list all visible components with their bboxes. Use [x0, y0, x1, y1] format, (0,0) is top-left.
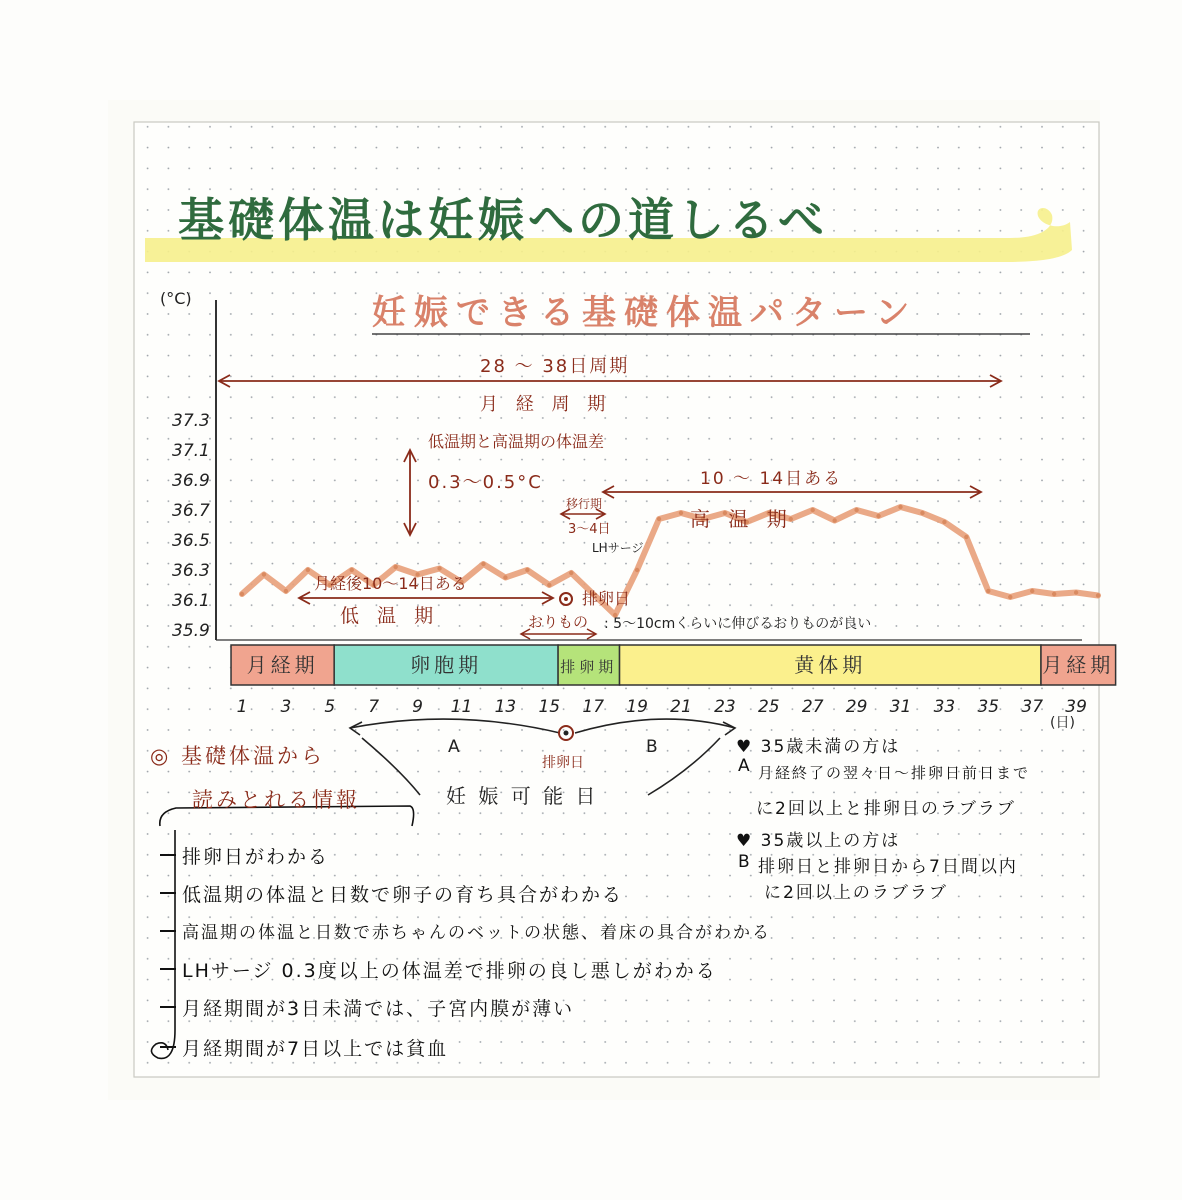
- temperature-point: [240, 592, 244, 596]
- cycle-name-label: 月 経 周 期: [480, 394, 612, 415]
- temperature-point: [657, 517, 661, 521]
- temperature-point: [1074, 590, 1078, 594]
- note-b-title: ♥ 35歳以上の方は: [736, 831, 901, 851]
- note-b-letter: B: [738, 852, 752, 872]
- temperature-point: [854, 508, 858, 512]
- x-tick-label: 25: [757, 697, 780, 717]
- note-b-line2: に2回以上のラブラブ: [764, 883, 948, 903]
- info-item: 排卵日がわかる: [182, 842, 329, 869]
- temperature-point: [635, 568, 639, 572]
- info-heading-line1: ◎ 基礎体温から: [150, 744, 325, 768]
- temperature-point: [1030, 589, 1034, 593]
- x-tick-label: 15: [538, 697, 561, 717]
- ovulation-label: 排卵日: [582, 589, 631, 608]
- info-heading: [150, 740, 360, 814]
- info-item: LHサージ 0.3度以上の体温差で排卵の良し悪しがわかる: [182, 956, 717, 983]
- transition-days: 3〜4日: [568, 522, 611, 537]
- y-tick-label: 36.1: [172, 591, 210, 611]
- y-tick-label: 37.1: [172, 441, 210, 461]
- x-tick-label: 1: [236, 697, 248, 717]
- temperature-point: [284, 589, 288, 593]
- temperature-point: [350, 568, 354, 572]
- low-period-label: 低 温 期: [340, 605, 440, 627]
- arc-b-label: B: [646, 737, 658, 757]
- arc-ovulation-dot: [564, 731, 569, 736]
- temperature-point: [832, 518, 836, 522]
- x-tick-label: 5: [324, 697, 336, 717]
- x-tick-label: 33: [933, 697, 956, 717]
- fertile-days-label: 妊 娠 可 能 日: [446, 784, 599, 808]
- phase-label: 排卵期: [560, 658, 618, 676]
- x-tick-label: 13: [494, 697, 517, 717]
- phase-label: 月経期: [1042, 653, 1115, 677]
- y-tick-label: 36.9: [172, 471, 210, 491]
- temp-diff-label: 低温期と高温期の体温差: [428, 432, 605, 451]
- ovulation-marker-dot: [564, 597, 568, 601]
- temperature-point: [1096, 593, 1100, 597]
- temperature-point: [503, 575, 507, 579]
- x-axis-unit: (日): [1050, 715, 1075, 731]
- info-item: 月経期間が7日以上では貧血: [182, 1034, 448, 1061]
- phase-label: 月経期: [246, 653, 319, 677]
- temperature-point: [547, 583, 551, 587]
- x-tick-label: 3: [280, 697, 292, 717]
- temperature-point: [1052, 592, 1056, 596]
- info-item: 高温期の体温と日数で赤ちゃんのベットの状態、着床の具合がわかる: [182, 918, 771, 943]
- x-tick-label: 35: [977, 697, 1000, 717]
- temperature-point: [393, 565, 397, 569]
- temperature-point: [811, 508, 815, 512]
- x-tick-label: 9: [412, 697, 424, 717]
- note-b-line1: 排卵日と排卵日から7日間以内: [758, 857, 1018, 877]
- x-tick-label: 21: [670, 697, 692, 717]
- x-tick-label: 27: [801, 697, 824, 717]
- x-tick-label: 11: [450, 697, 473, 717]
- temperature-point: [481, 562, 485, 566]
- x-tick-label: 39: [1065, 697, 1087, 717]
- x-tick-label: 17: [582, 697, 605, 717]
- page-title: 基礎体温は妊娠への道しるべ: [178, 193, 828, 247]
- temperature-point: [262, 572, 266, 576]
- low-period-days: 月経後10〜14日ある: [314, 574, 467, 593]
- x-tick-label: 37: [1021, 697, 1044, 717]
- arc-a-label: A: [448, 737, 460, 757]
- phase-label: 卵胞期: [410, 653, 483, 677]
- x-tick-label: 7: [368, 697, 380, 717]
- temperature-point: [942, 520, 946, 524]
- info-item: 月経期間が3日未満では、子宮内膜が薄い: [182, 994, 574, 1021]
- temp-diff-value: 0.3〜0.5°C: [428, 472, 543, 493]
- transition-label: 移行期: [566, 497, 603, 511]
- phase-label: 黄体期: [794, 653, 867, 677]
- temperature-point: [306, 568, 310, 572]
- x-tick-label: 31: [889, 697, 912, 717]
- x-tick-label: 29: [845, 697, 868, 717]
- chart-title: 妊娠できる基礎体温パターン: [372, 293, 918, 333]
- temperature-point: [437, 566, 441, 570]
- note-a-line1: 月経終了の翌々日〜排卵日前日まで: [758, 764, 1031, 782]
- y-tick-label: 36.3: [172, 561, 210, 581]
- y-tick-label: 37.3: [172, 411, 210, 431]
- temperature-point: [876, 514, 880, 518]
- y-tick-label: 36.5: [172, 531, 210, 551]
- discharge-note: : 5〜10cmくらいに伸びるおりものが良い: [604, 616, 872, 632]
- info-item: 低温期の体温と日数で卵子の育ち具合がわかる: [182, 880, 623, 907]
- temperature-point: [986, 589, 990, 593]
- discharge-label: おりもの: [528, 613, 589, 631]
- lh-surge-label: LHサージ: [592, 541, 644, 555]
- high-period-days: 10 〜 14日ある: [700, 469, 843, 489]
- arc-center-label: 排卵日: [542, 755, 584, 771]
- temperature-point: [1008, 595, 1012, 599]
- temperature-point: [898, 505, 902, 509]
- cycle-range-label: 28 〜 38日周期: [480, 356, 630, 377]
- high-period-label: 高 温 期: [690, 507, 793, 531]
- x-tick-label: 19: [626, 697, 648, 717]
- temperature-point: [525, 568, 529, 572]
- temperature-point: [569, 571, 573, 575]
- temperature-point: [679, 511, 683, 515]
- temperature-point: [920, 511, 924, 515]
- y-tick-label: 35.9: [172, 621, 210, 641]
- note-a-letter: A: [738, 756, 752, 776]
- note-a-title: ♥ 35歳未満の方は: [736, 737, 901, 757]
- x-tick-label: 23: [714, 697, 736, 717]
- note-a-line2: に2回以上と排卵日のラブラブ: [756, 799, 1016, 819]
- temperature-point: [964, 535, 968, 539]
- info-heading-line2: 読みとれる情報: [192, 788, 360, 812]
- y-axis-unit: (°C): [160, 289, 192, 308]
- y-tick-label: 36.7: [172, 501, 210, 521]
